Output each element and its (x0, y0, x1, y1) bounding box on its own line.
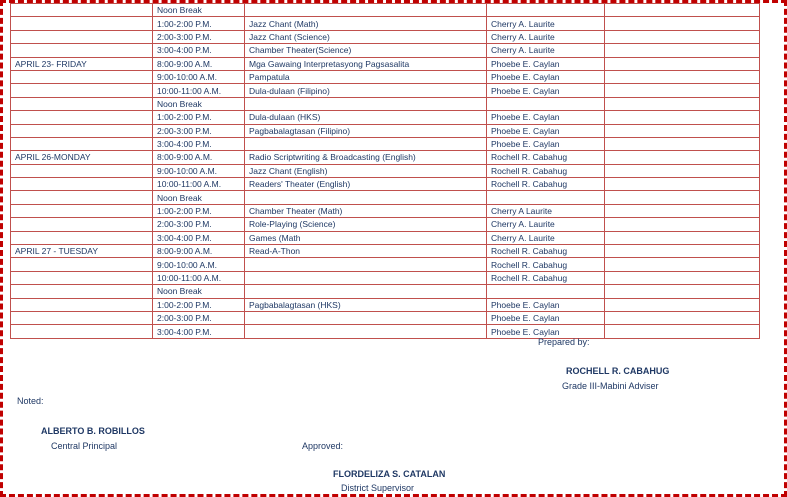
remarks-cell (605, 218, 760, 231)
remarks-cell (605, 137, 760, 150)
time-cell: Noon Break (153, 4, 245, 17)
time-cell: 1:00-2:00 P.M. (153, 111, 245, 124)
time-cell: 2:00-3:00 P.M. (153, 218, 245, 231)
table-row (11, 204, 760, 217)
date-cell (11, 204, 153, 217)
activity-cell: Dula-dulaan (Filipino) (245, 84, 487, 97)
time-cell: 10:00-11:00 A.M. (153, 271, 245, 284)
table-row (11, 70, 760, 83)
remarks-cell (605, 57, 760, 70)
remarks-cell (605, 124, 760, 137)
activity-cell: Chamber Theater(Science) (245, 44, 487, 57)
teacher-cell: Phoebe E. Caylan (487, 124, 605, 137)
time-cell: 3:00-4:00 P.M. (153, 137, 245, 150)
teacher-cell (487, 285, 605, 298)
date-cell (11, 285, 153, 298)
noted-title: Central Principal (51, 441, 118, 451)
table-row (11, 231, 760, 244)
date-cell (11, 44, 153, 57)
activity-cell (245, 191, 487, 204)
teacher-cell: Cherry A. Laurite (487, 17, 605, 30)
table-row (11, 30, 760, 43)
table-row (11, 271, 760, 284)
activity-cell: Pampatula (245, 70, 487, 83)
remarks-cell (605, 245, 760, 258)
teacher-cell: Cherry A. Laurite (487, 218, 605, 231)
date-cell (11, 164, 153, 177)
schedule-body (11, 4, 760, 339)
table-row (11, 151, 760, 164)
time-cell: 10:00-11:00 A.M. (153, 84, 245, 97)
date-cell (11, 124, 153, 137)
teacher-cell: Cherry A. Laurite (487, 231, 605, 244)
date-cell (11, 231, 153, 244)
table-row (11, 245, 760, 258)
time-cell: Noon Break (153, 285, 245, 298)
teacher-cell: Phoebe E. Caylan (487, 137, 605, 150)
activity-cell: Pagbabalagtasan (Filipino) (245, 124, 487, 137)
time-cell: 9:00-10:00 A.M. (153, 258, 245, 271)
remarks-cell (605, 271, 760, 284)
date-cell (11, 70, 153, 83)
teacher-cell: Rochell R. Cabahug (487, 178, 605, 191)
activity-cell: Games (Math (245, 231, 487, 244)
teacher-cell: Rochell R. Cabahug (487, 164, 605, 177)
remarks-cell (605, 97, 760, 110)
teacher-cell: Phoebe E. Caylan (487, 70, 605, 83)
activity-cell: Jazz Chant (English) (245, 164, 487, 177)
teacher-cell: Cherry A Laurite (487, 204, 605, 217)
table-row (11, 4, 760, 17)
remarks-cell (605, 204, 760, 217)
activity-cell (245, 271, 487, 284)
date-cell (11, 4, 153, 17)
table-row (11, 44, 760, 57)
activity-cell: Readers' Theater (English) (245, 178, 487, 191)
activity-cell: Mga Gawaing Interpretasyong Pagsasalita (245, 57, 487, 70)
teacher-cell: Cherry A. Laurite (487, 44, 605, 57)
table-row (11, 191, 760, 204)
time-cell: 3:00-4:00 P.M. (153, 325, 245, 338)
table-row (11, 17, 760, 30)
date-cell (11, 271, 153, 284)
activity-cell (245, 285, 487, 298)
teacher-cell: Phoebe E. Caylan (487, 325, 605, 338)
date-cell (11, 191, 153, 204)
remarks-cell (605, 151, 760, 164)
remarks-cell (605, 231, 760, 244)
table-row (11, 298, 760, 311)
teacher-cell (487, 191, 605, 204)
table-row (11, 258, 760, 271)
remarks-cell (605, 17, 760, 30)
remarks-cell (605, 258, 760, 271)
table-row (11, 84, 760, 97)
time-cell: 9:00-10:00 A.M. (153, 70, 245, 83)
date-cell (11, 298, 153, 311)
table-row (11, 137, 760, 150)
remarks-cell (605, 44, 760, 57)
prepared-by-label: Prepared by: (538, 337, 590, 347)
table-row (11, 218, 760, 231)
teacher-cell: Rochell R. Cabahug (487, 271, 605, 284)
activity-cell: Jazz Chant (Science) (245, 30, 487, 43)
activity-cell (245, 311, 487, 324)
remarks-cell (605, 70, 760, 83)
teacher-cell: Phoebe E. Caylan (487, 57, 605, 70)
remarks-cell (605, 164, 760, 177)
time-cell: 8:00-9:00 A.M. (153, 245, 245, 258)
remarks-cell (605, 191, 760, 204)
date-cell (11, 30, 153, 43)
table-row (11, 124, 760, 137)
time-cell: Noon Break (153, 191, 245, 204)
activity-cell: Jazz Chant (Math) (245, 17, 487, 30)
activity-cell: Read-A-Thon (245, 245, 487, 258)
date-cell (11, 258, 153, 271)
date-cell (11, 137, 153, 150)
table-row (11, 164, 760, 177)
table-row (11, 311, 760, 324)
table-row (11, 325, 760, 338)
approved-title: District Supervisor (341, 483, 415, 493)
activity-cell: Chamber Theater (Math) (245, 204, 487, 217)
time-cell: 8:00-9:00 A.M. (153, 151, 245, 164)
teacher-cell: Rochell R. Cabahug (487, 151, 605, 164)
remarks-cell (605, 298, 760, 311)
activity-cell: Dula-dulaan (HKS) (245, 111, 487, 124)
activity-cell (245, 4, 487, 17)
activity-cell: Role-Playing (Science) (245, 218, 487, 231)
remarks-cell (605, 111, 760, 124)
date-cell (11, 325, 153, 338)
date-cell: APRIL 23- FRIDAY (11, 57, 153, 70)
date-cell: APRIL 27 - TUESDAY (11, 245, 153, 258)
schedule-table (10, 3, 760, 339)
time-cell: 8:00-9:00 A.M. (153, 57, 245, 70)
date-cell: APRIL 26-MONDAY (11, 151, 153, 164)
prepared-by-name: ROCHELL R. CABAHUG (566, 366, 670, 376)
remarks-cell (605, 285, 760, 298)
teacher-cell: Rochell R. Cabahug (487, 245, 605, 258)
remarks-cell (605, 30, 760, 43)
noted-label: Noted: (17, 396, 44, 406)
time-cell: 3:00-4:00 P.M. (153, 44, 245, 57)
activity-cell: Radio Scriptwriting & Broadcasting (English) (245, 151, 487, 164)
teacher-cell: Phoebe E. Caylan (487, 84, 605, 97)
table-row (11, 178, 760, 191)
noted-name: ALBERTO B. ROBILLOS (41, 426, 145, 436)
time-cell: 1:00-2:00 P.M. (153, 298, 245, 311)
remarks-cell (605, 84, 760, 97)
teacher-cell (487, 97, 605, 110)
time-cell: 2:00-3:00 P.M. (153, 30, 245, 43)
time-cell: 2:00-3:00 P.M. (153, 311, 245, 324)
time-cell: 1:00-2:00 P.M. (153, 204, 245, 217)
table-row (11, 111, 760, 124)
date-cell (11, 178, 153, 191)
activity-cell: Pagbabalagtasan (HKS) (245, 298, 487, 311)
teacher-cell: Phoebe E. Caylan (487, 111, 605, 124)
approved-label: Approved: (302, 441, 344, 451)
teacher-cell: Cherry A. Laurite (487, 30, 605, 43)
date-cell (11, 97, 153, 110)
date-cell (11, 17, 153, 30)
table-row (11, 97, 760, 110)
activity-cell (245, 97, 487, 110)
date-cell (11, 311, 153, 324)
time-cell: 9:00-10:00 A.M. (153, 164, 245, 177)
activity-cell (245, 258, 487, 271)
time-cell: 2:00-3:00 P.M. (153, 124, 245, 137)
time-cell: 10:00-11:00 A.M. (153, 178, 245, 191)
time-cell: Noon Break (153, 97, 245, 110)
prepared-by-title: Grade III-Mabini Adviser (562, 381, 659, 391)
time-cell: 3:00-4:00 P.M. (153, 231, 245, 244)
table-row (11, 285, 760, 298)
teacher-cell: Phoebe E. Caylan (487, 298, 605, 311)
approved-name: FLORDELIZA S. CATALAN (333, 469, 446, 479)
remarks-cell (605, 325, 760, 338)
date-cell (11, 218, 153, 231)
activity-cell (245, 137, 487, 150)
remarks-cell (605, 178, 760, 191)
teacher-cell (487, 4, 605, 17)
teacher-cell: Phoebe E. Caylan (487, 311, 605, 324)
date-cell (11, 84, 153, 97)
table-row (11, 57, 760, 70)
date-cell (11, 111, 153, 124)
activity-cell (245, 325, 487, 338)
remarks-cell (605, 311, 760, 324)
teacher-cell: Rochell R. Cabahug (487, 258, 605, 271)
time-cell: 1:00-2:00 P.M. (153, 17, 245, 30)
remarks-cell (605, 4, 760, 17)
